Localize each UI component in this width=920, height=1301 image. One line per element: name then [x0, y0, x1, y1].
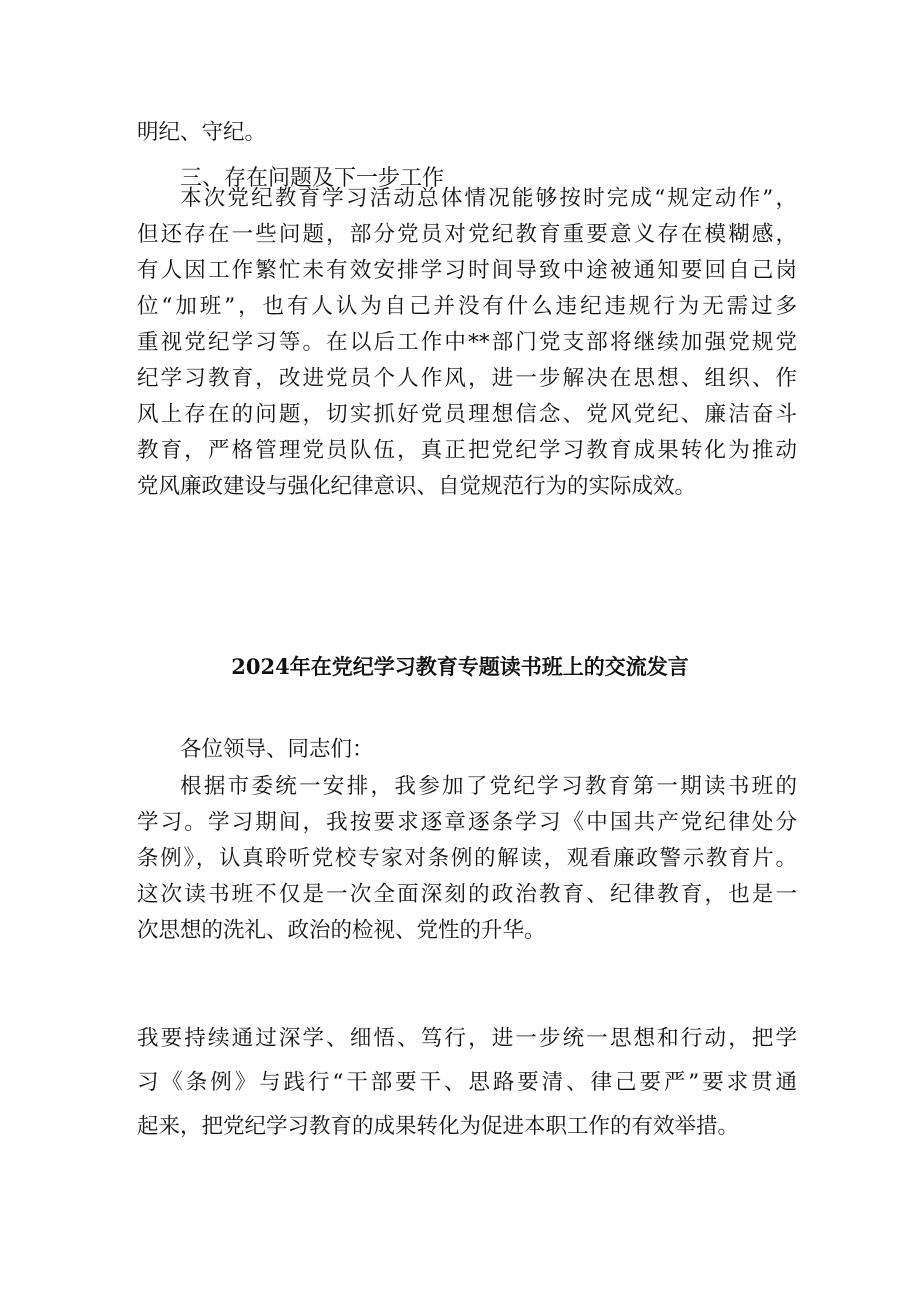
paragraph-line: 条例》，认真聆听党校专家对条例的解读，观看廉政警示教育片。 — [137, 846, 797, 871]
section-heading: 三、存在问题及下一步工作 — [180, 166, 445, 191]
paragraph-line: 起来，把党纪学习教育的成果转化为促进本职工作的有效举措。 — [137, 1114, 740, 1139]
paragraph-line: 党风廉政建设与强化纪律意识、自觉规范行为的实际成效。 — [137, 474, 697, 499]
paragraph-line: 有人因工作繁忙未有效安排学习时间导致中途被通知要回自己岗 — [137, 258, 797, 283]
paragraph-line: 重视党纪学习等。在以后工作中**部门党支部将继续加强党规党 — [137, 330, 797, 355]
paragraph-line: 学习。学习期间，我按要求逐章逐条学习《中国共产党纪律处分 — [137, 810, 797, 835]
paragraph-line: 次思想的洗礼、政治的检视、党性的升华。 — [137, 918, 546, 943]
paragraph-line: 习《条例》与践行“干部要干、思路要清、律己要严”要求贯通 — [137, 1070, 797, 1095]
paragraph-line: 风上存在的问题，切实抓好党员理想信念、党风党纪、廉洁奋斗 — [137, 402, 797, 427]
continuation-line: 明纪、守纪。 — [137, 120, 267, 145]
speech-greeting: 各位领导、同志们： — [180, 737, 374, 762]
paragraph-line: 教育，严格管理党员队伍，真正把党纪学习教育成果转化为推动 — [137, 438, 797, 463]
paragraph-line: 位“加班”，也有人认为自己并没有什么违纪违规行为无需过多 — [137, 294, 797, 319]
paragraph-line: 这次读书班不仅是一次全面深刻的政治教育、纪律教育，也是一 — [137, 882, 797, 907]
paragraph-line: 纪学习教育，改进党员个人作风，进一步解决在思想、组织、作 — [137, 366, 797, 391]
paragraph-line: 但还存在一些问题，部分党员对党纪教育重要意义存在模糊感， — [137, 222, 797, 247]
paragraph-line: 本次党纪教育学习活动总体情况能够按时完成“规定动作”， — [180, 186, 797, 211]
paragraph-line: 我要持续通过深学、细悟、笃行，进一步统一思想和行动，把学 — [137, 1026, 797, 1051]
speech-title: 2024年在党纪学习教育专题读书班上的交流发言 — [231, 654, 689, 679]
paragraph-line: 根据市委统一安排，我参加了党纪学习教育第一期读书班的 — [180, 774, 797, 799]
